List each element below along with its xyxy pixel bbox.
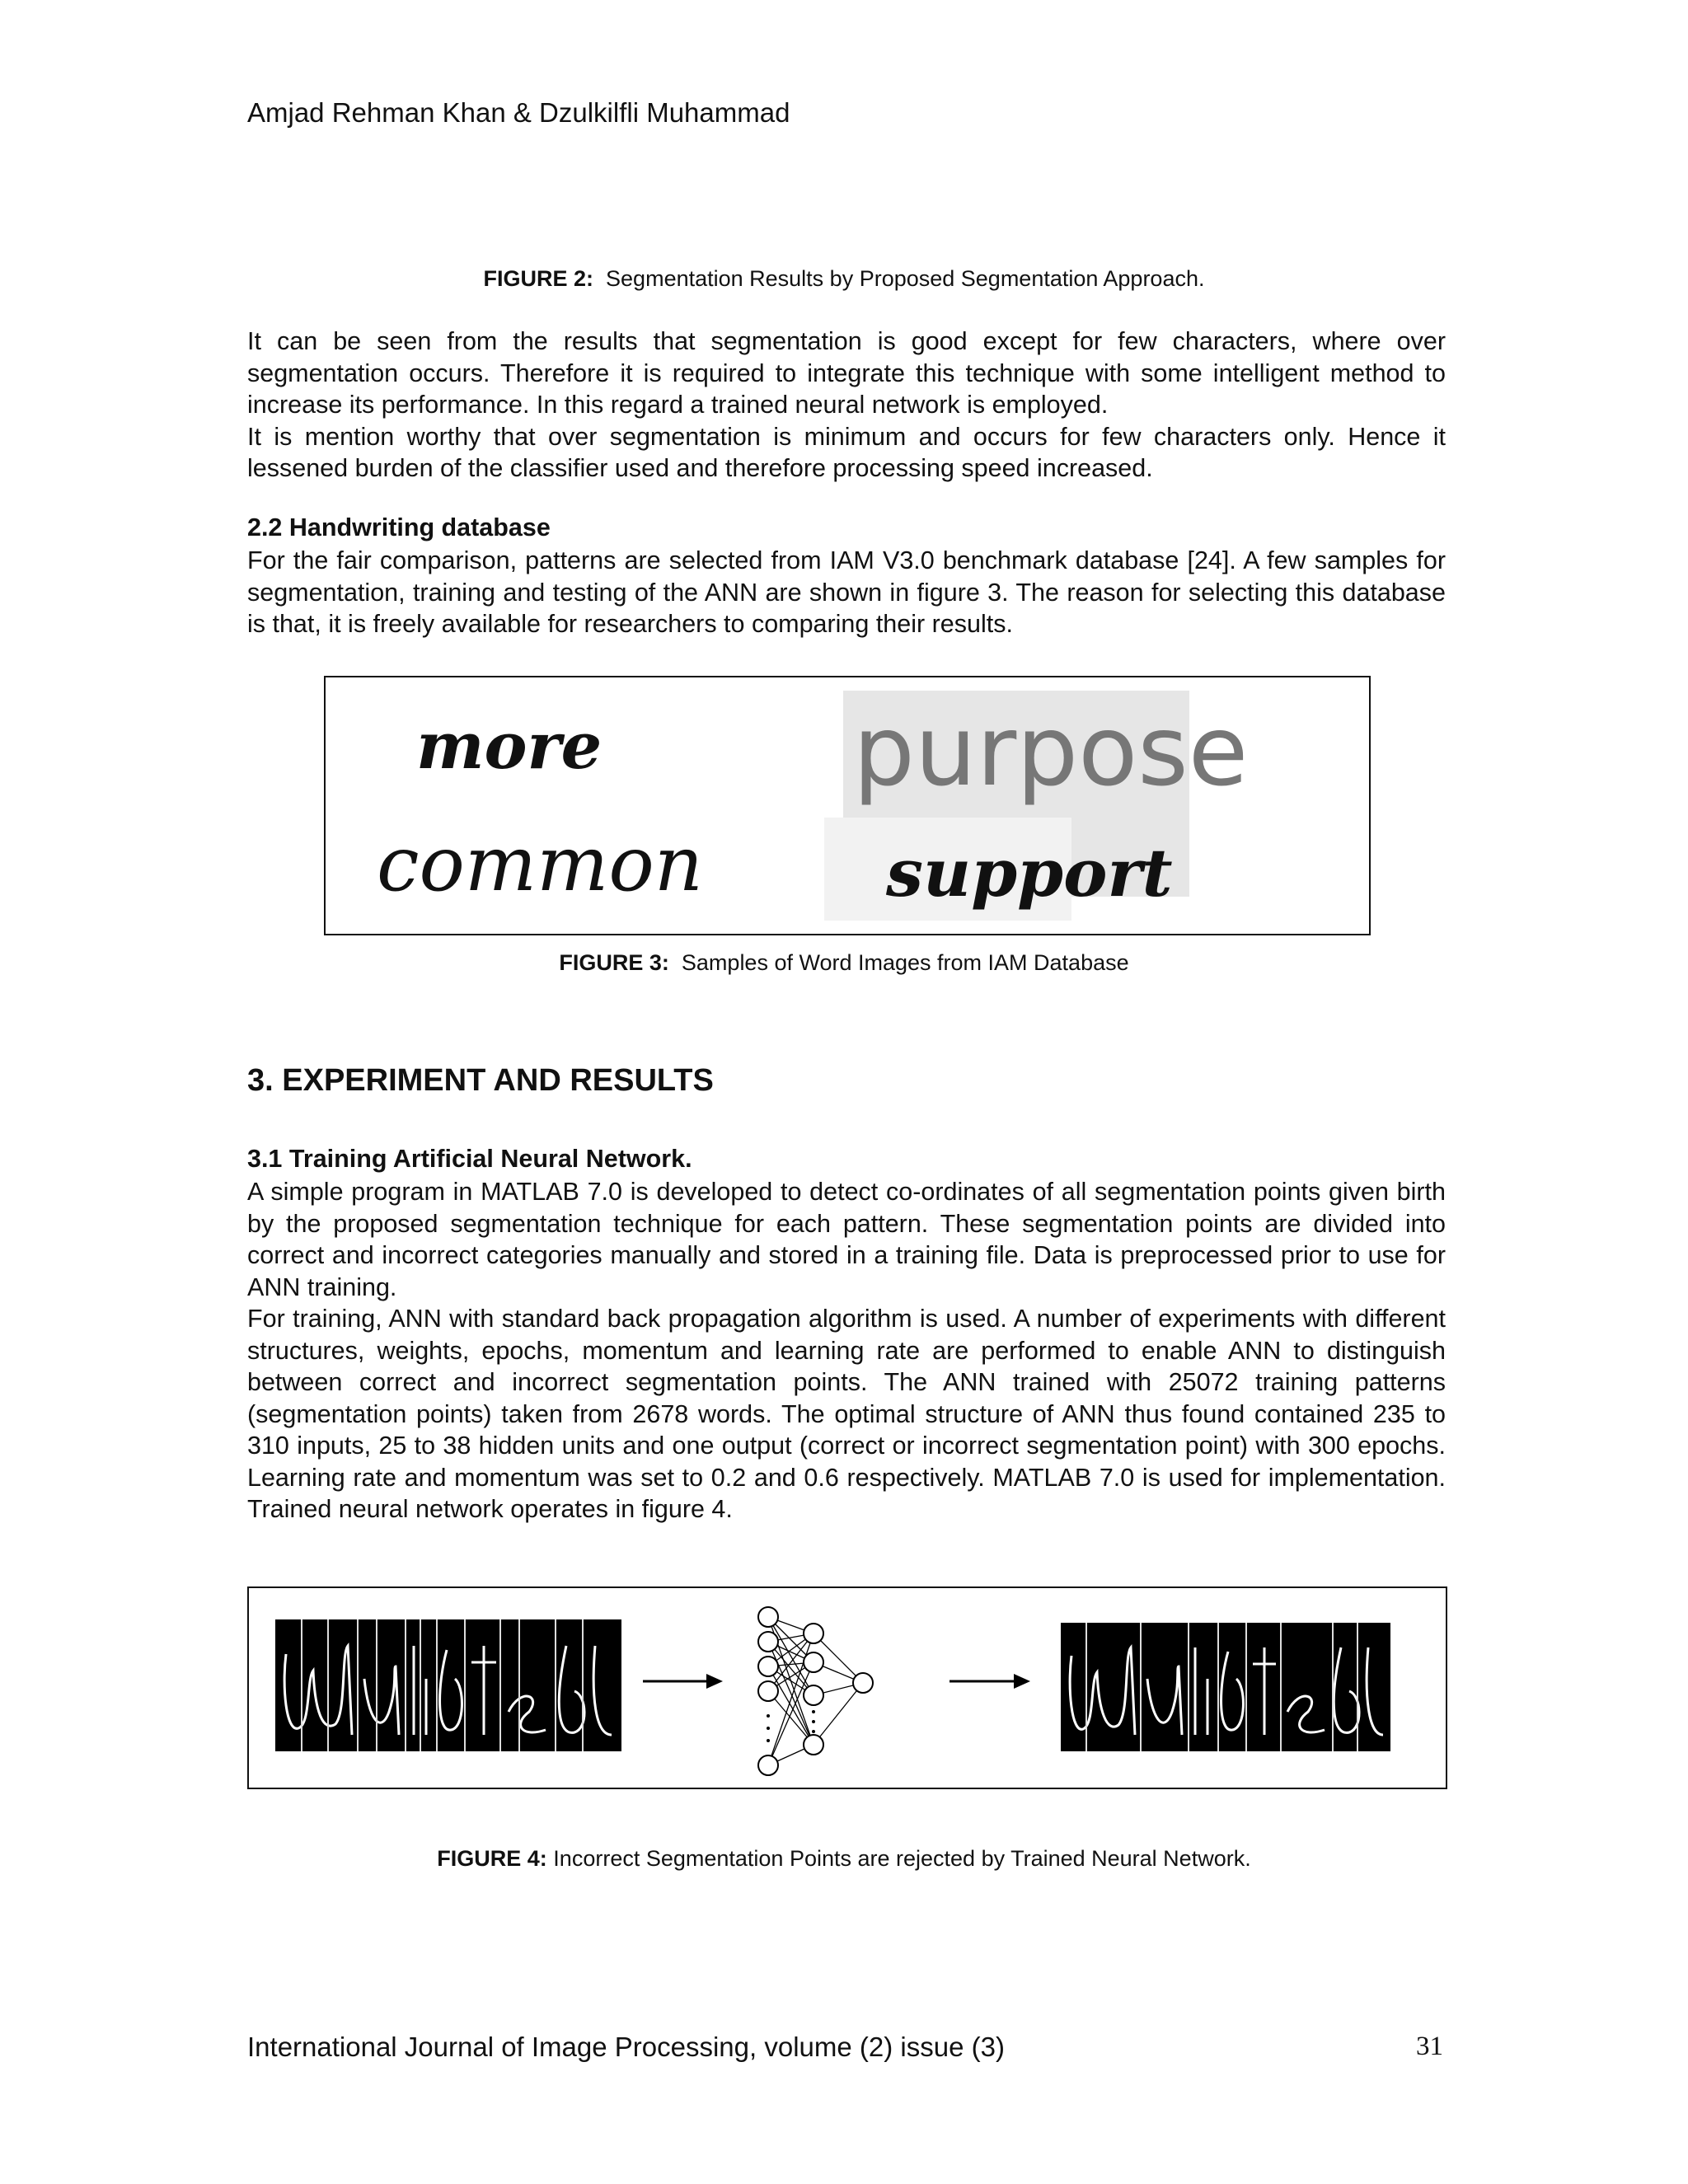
intro-paragraph-1: It can be seen from the results that segmentation is good except for few characters, where over segmentation occurs. Therefore it is required to integrate this technique with some intelligent method to increase its performance. In this regard a trained neural network is employed. <box>247 327 1446 419</box>
figure-4-caption-text: Incorrect Segmentation Points are rejected by Trained Neural Network. <box>553 1846 1251 1871</box>
figure-3-caption <box>0 950 1688 976</box>
segmented-word-after <box>1061 1623 1390 1751</box>
word-common: common <box>377 820 704 908</box>
section-2-2-body <box>247 545 1446 640</box>
word-purpose: purpose <box>853 694 1249 808</box>
figure-3-label: FIGURE 3: <box>559 950 669 975</box>
section-2-2-heading: 2.2 Handwriting database <box>247 513 551 541</box>
figure-2-caption-text: Segmentation Results by Proposed Segmentation Approach. <box>606 266 1205 291</box>
running-header: Amjad Rehman Khan & Dzulkilfli Muhammad <box>247 97 790 128</box>
figure-3-image <box>324 676 1371 935</box>
segmentation-pipeline-diagram <box>249 1588 1446 1788</box>
arrow-right-icon <box>643 1674 723 1689</box>
handwriting-samples <box>326 677 1369 934</box>
figure-2-caption <box>0 266 1688 292</box>
section-3-1-paragraph-1: A simple program in MATLAB 7.0 is developed to detect co-ordinates of all segmentation points given birth by the proposed segmentation technique for each pattern. These segmentation points are divided into correct and incorrect categories manually and stored in a training file. Data is preprocessed prior to use for ANN training. <box>247 1178 1446 1301</box>
neural-network-icon <box>758 1607 873 1775</box>
figure-4-label: FIGURE 4: <box>437 1846 547 1871</box>
figure-4-image <box>247 1586 1447 1789</box>
section-3-1-paragraph-2: For training, ANN with standard back propagation algorithm is used. A number of experiments with different structures, weights, epochs, momentum and learning rate are performed to enable ANN to distinguish between correct and incorrect segmentation points. The ANN trained with 25072 training patterns (segmentation points) taken from 2678 words. The optimal structure of ANN thus found contained 235 to 310 inputs, 25 to 38 hidden units and one output (correct or incorrect segmentation point) with 300 epochs. Learning rate and momentum was set to 0.2 and 0.6 respectively. MATLAB 7.0 is used for implementation. Trained neural network operates in figure 4. <box>247 1305 1446 1523</box>
footer-journal: International Journal of Image Processing, volume (2) issue (3) <box>247 2032 1005 2062</box>
page-number: 31 <box>1416 2032 1443 2061</box>
word-support: support <box>886 834 1173 912</box>
figure-2-label: FIGURE 2: <box>483 266 594 291</box>
section-2-2-paragraph: For the fair comparison, patterns are selected from IAM V3.0 benchmark database [24]. A few samples for segmentation, training and testing of the ANN are shown in figure 3. The reason for selecting this database is that, it is freely available for researchers to comparing their results. <box>247 546 1446 638</box>
figure-4-caption <box>0 1846 1688 1872</box>
figure-3-caption-text: Samples of Word Images from IAM Database <box>681 950 1129 975</box>
intro-section <box>247 326 1446 485</box>
intro-paragraph-2: It is mention worthy that over segmentation is minimum and occurs for few characters only. Hence it lessened burden of the classifier used and therefore processing speed increased. <box>247 422 1446 482</box>
arrow-right-icon <box>950 1674 1030 1689</box>
segmented-word-before <box>275 1619 621 1751</box>
section-3-1-heading: 3.1 Training Artificial Neural Network. <box>247 1145 692 1173</box>
section-3-heading: 3. EXPERIMENT AND RESULTS <box>247 1063 714 1098</box>
section-3-1-body <box>247 1176 1446 1526</box>
word-more: more <box>416 709 603 784</box>
